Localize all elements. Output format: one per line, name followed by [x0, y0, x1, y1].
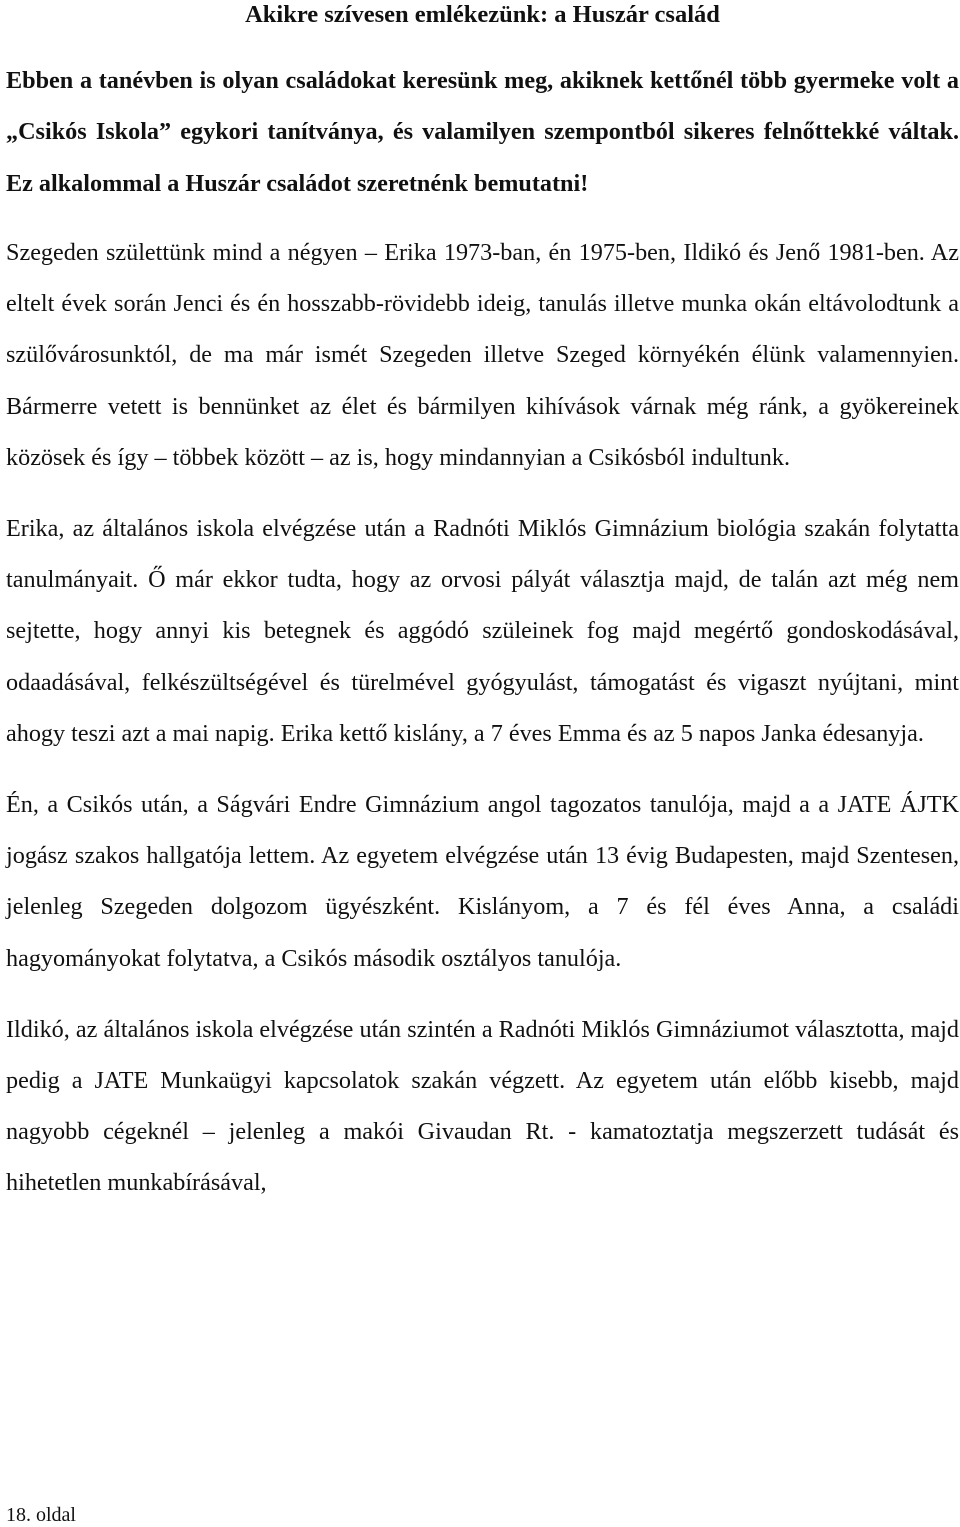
- document-title: Akikre szívesen emlékezünk: a Huszár család: [245, 1, 720, 28]
- paragraph-ildiko: Ildikó, az általános iskola elvégzése után szintén a Radnóti Miklós Gimnáziumot választotta, majd pedig a JATE Munkaügyi kapcsolatok szakán végzett. Az egyetem után előbb kisebb, majd nagyobb cégeknél – jelenleg a makói Givaudan Rt. - kamatoztatja megszerzett tudását és hihetetlen munkabírásával,: [6, 1015, 959, 1197]
- paragraph-erika: Erika, az általános iskola elvégzése után a Radnóti Miklós Gimnázium biológia szakán folytatta tanulmányait. Ő már ekkor tudta, hogy az orvosi pályát választja majd, de talán azt még nem sejtette, hogy annyi kis betegnek és aggódó szüleinek fog majd megértő gondoskodásával, odaadásával, felkészültségével és türelmével gyógyulást, támogatást és vigaszt nyújtani, mint ahogy teszi azt a mai napig. Erika kettő kislány, a 7 éves Emma és az 5 napos Janka édesanyja.: [6, 514, 959, 747]
- paragraph-birth: Szegeden születtünk mind a négyen – Erika 1973-ban, én 1975-ben, Ildikó és Jenő 1981-ben. Az eltelt évek során Jenci és én hosszabb-rövidebb ideig, tanulás illetve munka okán eltávolodtunk a szülővárosunktól, de ma már ismét Szegeden illetve Szeged környékén élünk valamennyien. Bármerre vetett is bennünket az élet és bármilyen kihívások várnak még ránk, a gyökereinek közösek és így – többek között – az is, hogy mindannyian a Csikósból indultunk.: [6, 238, 959, 471]
- page-number: 18. oldal: [6, 1504, 76, 1526]
- paragraph-author: Én, a Csikós után, a Ságvári Endre Gimnázium angol tagozatos tanulója, majd a a JATE ÁJTK jogász szakos hallgatója lettem. Az egyetem elvégzése után 13 évig Budapesten, majd Szentesen, jelenleg Szegeden dolgozom ügyészként. Kislányom, a 7 és fél éves Anna, a családi hagyományokat folytatva, a Csikós második osztályos tanulója.: [6, 790, 959, 972]
- intro-paragraph: Ebben a tanévben is olyan családokat keresünk meg, akiknek kettőnél több gyermeke volt a „Csikós Iskola” egykori tanítványa, és valamilyen szempontból sikeres felnőttekké váltak. Ez alkalommal a Huszár családot szeretnénk bemutatni!: [6, 67, 959, 197]
- document-page: [6, 0, 959, 1209]
